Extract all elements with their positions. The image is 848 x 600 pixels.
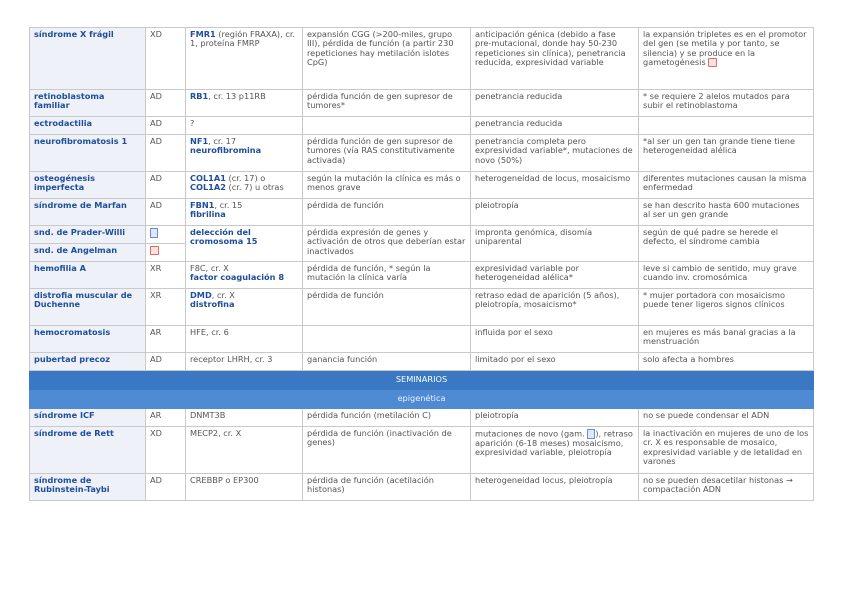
gene xyxy=(186,199,303,226)
mechanism: según la mutación la clínica es más o menos grave xyxy=(303,172,471,199)
notes: solo afecta a hombres xyxy=(639,353,814,371)
notes: se han descrito hasta 600 mutaciones al ser un gen grande xyxy=(639,199,814,226)
inheritance: XD xyxy=(146,28,186,90)
disease-name: hemofilia A xyxy=(30,262,146,289)
image-attachment-icon[interactable] xyxy=(708,58,717,67)
section-header-row xyxy=(30,390,814,409)
notes: según de qué padre se herede el defecto, el síndrome cambia xyxy=(639,226,814,262)
notes-text: la expansión tripletes es en el promotor del gen (se metila y por tanto, se silencia) y se produce en la gametogénesis xyxy=(643,29,807,68)
notes: en mujeres es más banal gracias a la menstruación xyxy=(639,326,814,353)
notes: no se puede condensar el ADN xyxy=(639,409,814,427)
inheritance: AD xyxy=(146,117,186,135)
notes: leve si cambio de sentido, muy grave cuando inv. cromosómica xyxy=(639,262,814,289)
gene xyxy=(186,172,303,199)
gene-detail: , cr. 15 xyxy=(214,200,243,210)
features-text: mutaciones de novo (gam. xyxy=(475,428,588,439)
inheritance: AD xyxy=(146,135,186,172)
mechanism: pérdida de función (acetilación histonas) xyxy=(303,474,471,501)
features: pleiotropía xyxy=(471,199,639,226)
gene-symbol[interactable]: FBN1 xyxy=(190,200,215,210)
disease-name: snd. de Prader-Willi xyxy=(30,226,146,244)
inheritance: AR xyxy=(146,326,186,353)
features: retraso edad de aparición (5 años), pleiotropía, mosaicismo* xyxy=(471,289,639,326)
gene: receptor LHRH, cr. 3 xyxy=(186,353,303,371)
gene: HFE, cr. 6 xyxy=(186,326,303,353)
gene-symbol[interactable]: COL1A1 xyxy=(190,173,226,183)
notes: diferentes mutaciones causan la misma enfermedad xyxy=(639,172,814,199)
gene-detail: F8C, cr. X xyxy=(190,263,229,273)
gene-symbol[interactable]: RB1 xyxy=(190,91,209,101)
disease-name: síndrome ICF xyxy=(30,409,146,427)
gene xyxy=(186,28,303,90)
notes: la inactivación en mujeres de uno de los cr. X es responsable de mosaico, expresividad variable y de letalidad en varones xyxy=(639,427,814,474)
gene-symbol[interactable]: COL1A2 xyxy=(190,182,226,193)
gene-detail: (cr. 7) u otras xyxy=(225,182,284,193)
table-row xyxy=(30,289,814,326)
gene xyxy=(186,90,303,117)
inheritance: XR xyxy=(146,289,186,326)
features-text: ), retraso aparición (6-18 meses) mosaicismo, expresividad variable, pleiotropía xyxy=(475,428,633,458)
table-row xyxy=(30,226,814,244)
mechanism: ganancia función xyxy=(303,353,471,371)
notes xyxy=(639,117,814,135)
gene: ? xyxy=(186,117,303,135)
mechanism xyxy=(303,117,471,135)
inheritance: XR xyxy=(146,262,186,289)
features: heterogeneidad locus, pleiotropía xyxy=(471,474,639,501)
features: anticipación génica (debido a fase pre-mutacional, donde hay 50-230 repeticiones sin clínica), penetrancia reducida, expresividad variable xyxy=(471,28,639,90)
disease-name: retinoblastoma familiar xyxy=(30,90,146,117)
mechanism: pérdida función de gen supresor de tumores (vía RAS constitutivamente activada) xyxy=(303,135,471,172)
disease-name: síndrome de Marfan xyxy=(30,199,146,226)
mechanism: pérdida de función xyxy=(303,289,471,326)
inheritance xyxy=(146,244,186,262)
gene-detail: (región FRAXA), cr. 1, proteína FMRP xyxy=(190,29,296,49)
notes: * se requiere 2 alelos mutados para subir el retinoblastoma xyxy=(639,90,814,117)
gene: MECP2, cr. X xyxy=(186,427,303,474)
table-row xyxy=(30,262,814,289)
protein-name[interactable]: factor coagulación 8 xyxy=(190,272,285,283)
disease-name: distrofia muscular de Duchenne xyxy=(30,289,146,326)
mechanism: pérdida de función (inactivación de genes) xyxy=(303,427,471,474)
gene xyxy=(186,289,303,326)
features: heterogeneidad de locus, mosaicismo xyxy=(471,172,639,199)
table-row xyxy=(30,28,814,90)
gene-detail: , cr. 17 xyxy=(208,136,237,146)
section-title-epigenetica: epigenética xyxy=(30,390,814,409)
features: penetrancia reducida xyxy=(471,117,639,135)
gene xyxy=(186,262,303,289)
inheritance: AR xyxy=(146,409,186,427)
mechanism: pérdida expresión de genes y activación de otros que deberían estar inactivados xyxy=(303,226,471,262)
inheritance: AD xyxy=(146,172,186,199)
gene xyxy=(186,135,303,172)
gene-detail: (cr. 17) o xyxy=(225,173,266,183)
inheritance xyxy=(146,226,186,244)
table-row xyxy=(30,135,814,172)
features: expresividad variable por heterogeneidad alélica* xyxy=(471,262,639,289)
features xyxy=(471,427,639,474)
section-header-row xyxy=(30,371,814,390)
table-row xyxy=(30,117,814,135)
genetics-table-container xyxy=(29,27,813,501)
table-row xyxy=(30,409,814,427)
mechanism: pérdida función (metilación C) xyxy=(303,409,471,427)
features: penetrancia completa pero expresividad variable*, mutaciones de novo (50%) xyxy=(471,135,639,172)
gene: CREBBP o EP300 xyxy=(186,474,303,501)
mechanism: pérdida función de gen supresor de tumores* xyxy=(303,90,471,117)
disease-name: osteogénesis imperfecta xyxy=(30,172,146,199)
genetic-diseases-table xyxy=(29,27,814,501)
table-row xyxy=(30,90,814,117)
disease-name: snd. de Angelman xyxy=(30,244,146,262)
inheritance: AD xyxy=(146,353,186,371)
features: influida por el sexo xyxy=(471,326,639,353)
disease-name: hemocromatosis xyxy=(30,326,146,353)
table-row xyxy=(30,427,814,474)
inheritance: AD xyxy=(146,90,186,117)
table-row xyxy=(30,172,814,199)
gene-detail: , cr. X xyxy=(211,290,235,300)
table-row xyxy=(30,474,814,501)
gene-symbol[interactable]: DMD xyxy=(190,290,212,300)
protein-name[interactable]: fibrilina xyxy=(190,209,226,220)
inheritance: AD xyxy=(146,474,186,501)
document-link-icon[interactable] xyxy=(150,228,158,238)
protein-name[interactable]: distrofina xyxy=(190,299,235,310)
mechanism xyxy=(303,326,471,353)
mechanism: expansión CGG (>200-miles, grupo III), pérdida de función (a partir 230 repeticiones hay metilación islotes CpG) xyxy=(303,28,471,90)
mechanism: pérdida de función, * según la mutación la clínica varía xyxy=(303,262,471,289)
gene-symbol[interactable]: NF1 xyxy=(190,136,209,146)
table-row xyxy=(30,199,814,226)
notes xyxy=(639,28,814,90)
features: pleiotropía xyxy=(471,409,639,427)
notes: no se pueden desacetilar histonas → compactación ADN xyxy=(639,474,814,501)
features: limitado por el sexo xyxy=(471,353,639,371)
disease-name: neurofibromatosis 1 xyxy=(30,135,146,172)
gene-symbol[interactable]: FMR1 xyxy=(190,29,216,39)
features: impronta genómica, disomía uniparental xyxy=(471,226,639,262)
gene: DNMT3B xyxy=(186,409,303,427)
disease-name: síndrome de Rett xyxy=(30,427,146,474)
disease-name: síndrome de Rubinstein-Taybi xyxy=(30,474,146,501)
disease-name: ectrodactilia xyxy=(30,117,146,135)
mechanism: pérdida de función xyxy=(303,199,471,226)
features: penetrancia reducida xyxy=(471,90,639,117)
notes: * mujer portadora con mosaicismo puede tener ligeros signos clínicos xyxy=(639,289,814,326)
inheritance: AD xyxy=(146,199,186,226)
protein-name[interactable]: neurofibromina xyxy=(190,145,262,156)
inheritance: XD xyxy=(146,427,186,474)
disease-name: síndrome X frágil xyxy=(30,28,146,90)
disease-name: pubertad precoz xyxy=(30,353,146,371)
table-row xyxy=(30,326,814,353)
image-attachment-icon[interactable] xyxy=(150,246,159,255)
gene-detail: , cr. 13 p11RB xyxy=(208,91,266,101)
notes: *al ser un gen tan grande tiene tiene heterogeneidad alélica xyxy=(639,135,814,172)
table-row xyxy=(30,353,814,371)
gene-symbol[interactable]: delección del cromosoma 15 xyxy=(190,227,258,247)
gene xyxy=(186,226,303,262)
section-title-seminarios: SEMINARIOS xyxy=(30,371,814,390)
